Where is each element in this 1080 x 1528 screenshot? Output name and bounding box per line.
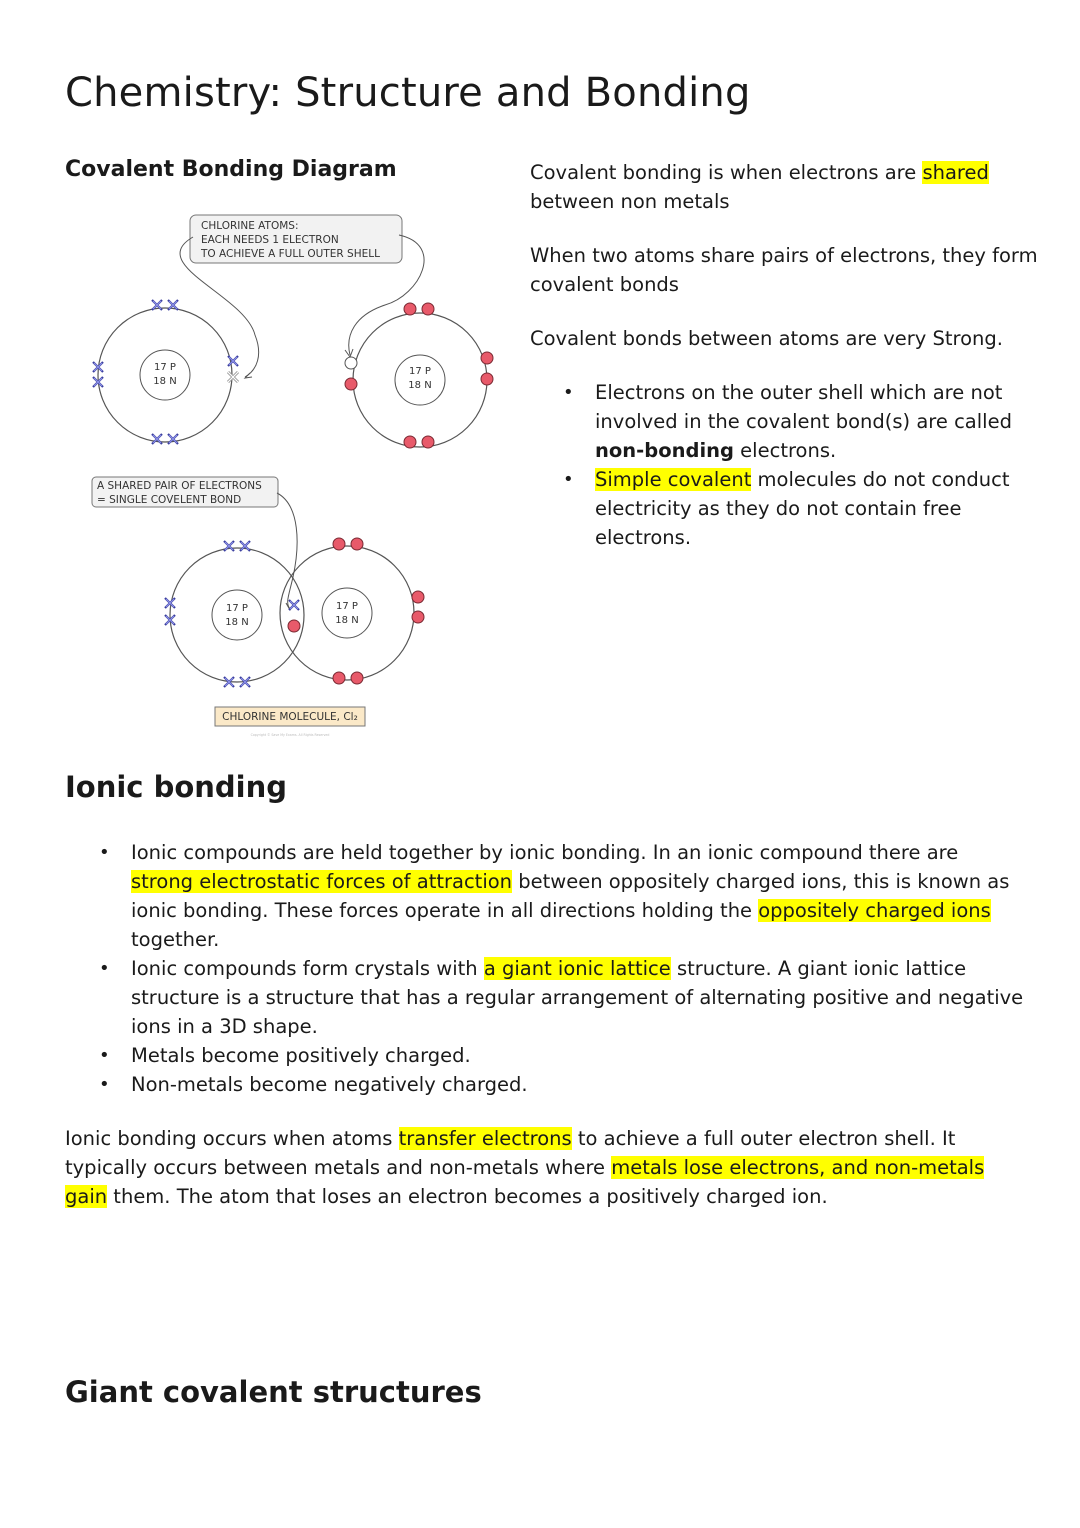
label-atoms-line3: TO ACHIEVE A FULL OUTER SHELL: [201, 248, 380, 260]
electron-dot: [333, 538, 345, 550]
electron-cross: [152, 434, 162, 444]
electron-dot: [481, 352, 493, 364]
nucleus-label-p: 17 P: [336, 601, 358, 612]
nucleus-label-n: 18 N: [408, 380, 432, 391]
electron-dot: [351, 672, 363, 684]
covalent-diagram-heading: Covalent Bonding Diagram: [65, 157, 397, 182]
nucleus-label-n: 18 N: [335, 615, 359, 626]
nucleus-label-p: 17 P: [409, 366, 431, 377]
nucleus-label-p: 17 P: [226, 603, 248, 614]
label-shared-pair-line2: = SINGLE COVELENT BOND: [97, 494, 242, 506]
label-shared-pair-line1: A SHARED PAIR OF ELECTRONS: [97, 480, 262, 492]
label-atoms-line1: CHLORINE ATOMS:: [201, 220, 299, 232]
electron-dot: [333, 672, 345, 684]
electron-dot: [345, 378, 357, 390]
electron-dot: [422, 436, 434, 448]
list-item: • Metals become positively charged.: [131, 1041, 1025, 1070]
covalent-definition: Covalent bonding is when electrons are shared between non metals: [530, 161, 989, 213]
electron-dot: [288, 620, 300, 632]
list-item: • Ionic compounds are held together by ionic bonding. In an ionic compound there are strong electrostatic forces of attraction between oppositely charged ions, this is known as ionic bonding. These forces operate in all directions holding the oppositely charged ions together.: [131, 838, 1025, 954]
ionic-summary-paragraph: Ionic bonding occurs when atoms transfer electrons to achieve a full outer electron shell. It typically occurs between metals and non-metals where metals lose electrons, and non-metals gain them. The atom that loses an electron becomes a positively charged ion.: [65, 1127, 985, 1208]
electron-cross: [228, 356, 238, 366]
covalent-bond-formation: When two atoms share pairs of electrons, they form covalent bonds: [530, 244, 1038, 296]
list-item: • Ionic compounds form crystals with a giant ionic lattice structure. A giant ionic lattice structure is a structure that has a regular arrangement of alternating positive and negative ions in a 3D shape.: [131, 954, 1025, 1041]
list-item: • Electrons on the outer shell which are not involved in the covalent bond(s) are called non-bonding electrons.: [595, 378, 1050, 465]
electron-dot-open: [345, 357, 357, 369]
electron-dot: [422, 303, 434, 315]
page-title: Chemistry: Structure and Bonding: [65, 70, 751, 116]
electron-dot: [404, 436, 416, 448]
copyright-note: Copyright © Save My Exams. All Rights Reserved: [250, 733, 330, 737]
electron-dot: [412, 611, 424, 623]
electron-cross: [224, 541, 234, 551]
covalent-bonding-diagram: [85, 205, 505, 745]
nucleus-label-p: 17 P: [154, 362, 176, 373]
electron-dot: [412, 591, 424, 603]
electron-dot: [351, 538, 363, 550]
list-item: • Simple covalent molecules do not conduct electricity as they do not contain free electrons.: [595, 465, 1050, 552]
label-molecule: CHLORINE MOLECULE, Cl₂: [222, 711, 358, 723]
ionic-bullet-list: [65, 838, 1025, 1099]
label-atoms-line2: EACH NEEDS 1 ELECTRON: [201, 234, 339, 246]
ionic-bonding-heading: Ionic bonding: [65, 770, 288, 804]
electron-dot: [404, 303, 416, 315]
electron-dot: [481, 373, 493, 385]
giant-covalent-heading: Giant covalent structures: [65, 1375, 482, 1409]
covalent-bond-strength: Covalent bonds between atoms are very Strong.: [530, 327, 1003, 350]
list-item: • Non-metals become negatively charged.: [131, 1070, 1025, 1099]
covalent-bullet-list: [530, 378, 1050, 552]
electron-cross: [168, 434, 178, 444]
electron-cross: [289, 600, 299, 610]
nucleus-label-n: 18 N: [153, 376, 177, 387]
covalent-text-column: [530, 158, 1050, 552]
electron-cross-open: [228, 372, 238, 382]
electron-cross: [240, 541, 250, 551]
nucleus-label-n: 18 N: [225, 617, 249, 628]
